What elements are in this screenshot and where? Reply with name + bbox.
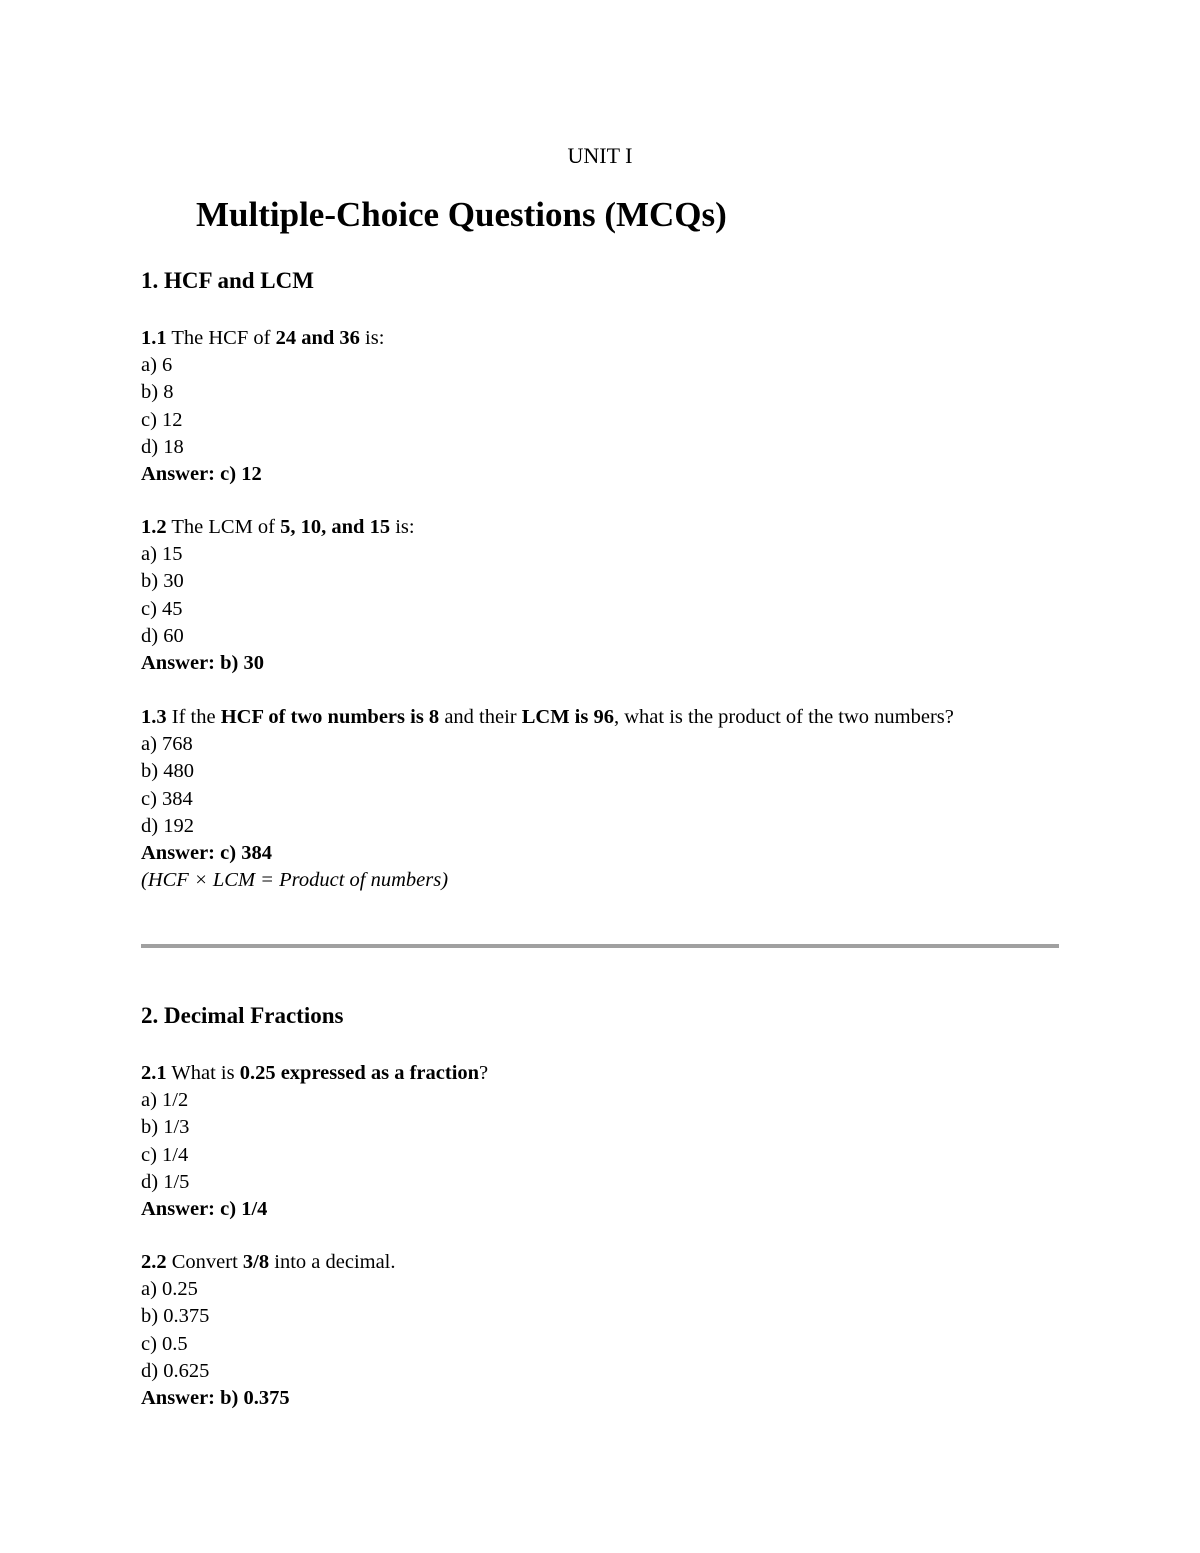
question-text: 1.3 If the HCF of two numbers is 8 and their LCM is 96, what is the product of the two numbers? [141,706,954,728]
option-a: a) 768 [141,733,193,756]
section-heading: 2. Decimal Fractions [141,1003,344,1028]
option-d: d) 192 [141,814,194,837]
answer-note: (HCF × LCM = Product of numbers) [141,869,449,892]
unit-label: UNIT I [567,143,633,168]
question-text: 2.1 What is 0.25 expressed as a fraction? [141,1062,489,1084]
option-b: b) 1/3 [141,1116,190,1139]
question-number: 1.3 [141,706,167,728]
option-d: d) 0.625 [141,1359,210,1382]
option-a: a) 1/2 [141,1089,189,1112]
option-d: d) 60 [141,624,184,647]
option-b: b) 30 [141,570,184,593]
option-c: c) 1/4 [141,1143,189,1166]
answer: Answer: c) 1/4 [141,1198,268,1221]
option-c: c) 0.5 [141,1332,188,1355]
question-number: 1.2 [141,516,167,538]
option-a: a) 0.25 [141,1278,198,1301]
question-number: 2.1 [141,1062,167,1084]
question-1-1 [141,325,1041,488]
question-text: 1.2 The LCM of 5, 10, and 15 is: [141,516,415,538]
option-d: d) 18 [141,435,184,458]
option-c: c) 45 [141,597,183,620]
answer: Answer: c) 384 [141,842,272,865]
question-2-2 [141,1249,1041,1412]
section-heading: 1. HCF and LCM [141,268,314,293]
option-b: b) 8 [141,381,174,404]
question-2-1 [141,1060,1041,1223]
page-title: Multiple-Choice Questions (MCQs) [196,195,727,234]
answer: Answer: b) 30 [141,652,264,675]
horizontal-divider [141,944,1059,948]
question-text: 1.1 The HCF of 24 and 36 is: [141,327,385,349]
answer: Answer: b) 0.375 [141,1387,290,1410]
answer: Answer: c) 12 [141,463,262,486]
option-c: c) 384 [141,787,193,810]
option-b: b) 0.375 [141,1305,210,1328]
question-1-3 [141,704,1041,894]
option-a: a) 6 [141,354,173,377]
option-c: c) 12 [141,408,183,431]
option-b: b) 480 [141,760,194,783]
option-d: d) 1/5 [141,1170,190,1193]
question-number: 2.2 [141,1251,167,1273]
option-a: a) 15 [141,543,183,566]
question-text: 2.2 Convert 3/8 into a decimal. [141,1251,396,1273]
question-number: 1.1 [141,327,167,349]
question-1-2 [141,514,1041,677]
